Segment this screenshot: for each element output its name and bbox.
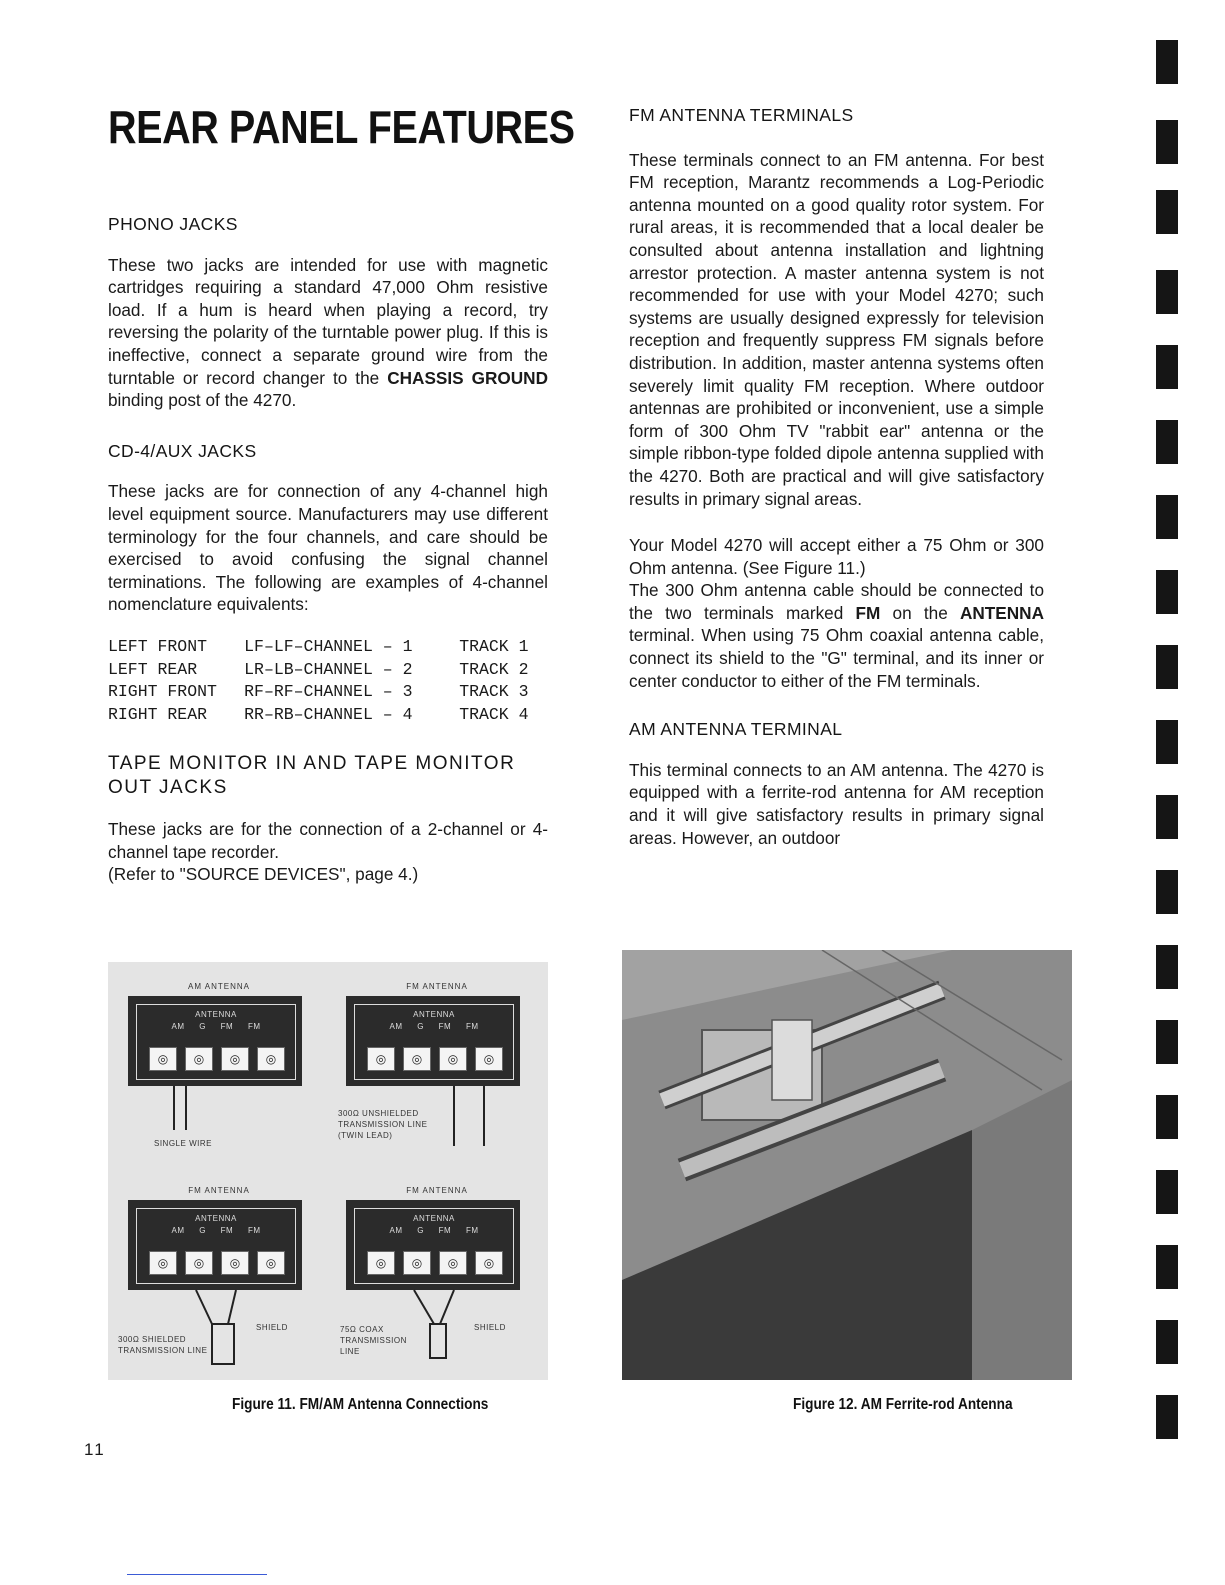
terminal-screw-icon: ◎ xyxy=(185,1251,213,1275)
terminal-screw-icon: ◎ xyxy=(475,1251,503,1275)
terminal-screw-icon: ◎ xyxy=(257,1251,285,1275)
cd4-aux-heading: CD-4/AUX JACKS xyxy=(108,440,257,461)
chassis-ground-keyword: CHASSIS GROUND xyxy=(387,367,548,388)
connection-text-mid: on the xyxy=(880,602,960,623)
index-tab xyxy=(1156,795,1178,839)
page-number: 11 xyxy=(84,1440,106,1459)
panel-fm-coax xyxy=(334,1174,540,1364)
index-tab xyxy=(1156,1095,1178,1139)
figure-11-antenna-connections xyxy=(108,962,548,1380)
phono-jacks-body xyxy=(108,254,548,412)
index-tab xyxy=(1156,420,1178,464)
index-tab xyxy=(1156,570,1178,614)
terminal-screw-icon: ◎ xyxy=(185,1047,213,1071)
terminal-screw-icon: ◎ xyxy=(221,1047,249,1071)
fm-keyword: FM xyxy=(855,602,881,623)
plate-terminal-labels: AM G FM FM xyxy=(171,1022,261,1031)
nomenclature-table xyxy=(108,636,548,726)
cable-label: 300Ω UNSHIELDED TRANSMISSION LINE (TWIN LEAD) xyxy=(338,1109,428,1140)
channel-alt: LF–LF–CHANNEL – 1 xyxy=(244,636,413,656)
am-antenna-heading: AM ANTENNA TERMINAL xyxy=(629,719,843,740)
cable-label: SINGLE WIRE xyxy=(154,1139,212,1148)
plate-terminal-labels: AM G FM FM xyxy=(389,1226,479,1235)
shield-label: SHIELD xyxy=(256,1323,288,1332)
index-tab xyxy=(1156,120,1178,164)
terminal-screw-icon: ◎ xyxy=(439,1251,467,1275)
cable-label: 75Ω COAX TRANSMISSION LINE xyxy=(340,1325,407,1356)
panel-label: FM ANTENNA xyxy=(406,1186,468,1195)
panel-fm-shielded xyxy=(116,1174,322,1364)
channel-track: TRACK 3 xyxy=(459,682,529,702)
page-title: REAR PANEL FEATURES xyxy=(108,101,575,153)
plate-terminal-labels: AM G FM FM xyxy=(389,1022,479,1031)
index-tab xyxy=(1156,1170,1178,1214)
panel-fm-twin-lead xyxy=(334,970,540,1160)
channel-name: LEFT FRONT xyxy=(108,636,208,656)
fm-antenna-heading: FM ANTENNA TERMINALS xyxy=(629,105,854,125)
shield-label: SHIELD xyxy=(474,1323,506,1332)
channel-name: RIGHT REAR xyxy=(108,704,208,724)
fm-antenna-body: These terminals connect to an FM antenna. For best FM reception, Marantz recommends a Log-Periodic antenna mounted on a good quality rotor system. For rural areas, it is recommended that a local dealer be consulted about antenna installation and lightning arrestor protection. A master antenna system is not recommended for use with your Model 4270; such systems are usually designed expressly for television reception and frequently suppress FM signals before distribution. In addition, master antenna systems often severely limit quality FM reception. Where outdoor antennas are prohibited or inconvenient, use a simple form of 300 Ohm TV "rabbit ear" antenna or the simple ribbon-type folded dipole antenna supplied with the 4270. Both are practical and will give satisfactory results in primary signal areas. xyxy=(629,149,1044,509)
channel-track: TRACK 2 xyxy=(459,659,529,679)
index-tab xyxy=(1156,945,1178,989)
index-tab xyxy=(1156,1245,1178,1289)
footer-link-underline[interactable] xyxy=(127,1574,267,1575)
terminal-screw-icon: ◎ xyxy=(403,1251,431,1275)
table-row xyxy=(108,681,548,704)
tape-monitor-body: These jacks are for the connection of a 2-channel or 4-channel tape recorder. xyxy=(108,819,548,862)
plate-antenna-label: ANTENNA xyxy=(195,1010,237,1019)
plate-antenna-label: ANTENNA xyxy=(413,1214,455,1223)
index-tab xyxy=(1156,40,1178,84)
index-tab xyxy=(1156,1020,1178,1064)
ferrite-rod-illustration xyxy=(622,950,1072,1380)
index-tab xyxy=(1156,1395,1178,1439)
terminal-screw-icon: ◎ xyxy=(257,1047,285,1071)
am-antenna-body: This terminal connects to an AM antenna. The 4270 is equipped with a ferrite-rod antenna for AM reception and it will give satisfactory results in primary signal areas. However, an outdoor xyxy=(629,759,1044,848)
phono-body-end: binding post of the 4270. xyxy=(108,390,297,411)
panel-am-single-wire xyxy=(116,970,322,1160)
left-column xyxy=(108,213,548,886)
fm-antenna-impedance: Your Model 4270 will accept either a 75 Ohm or 300 Ohm antenna. (See Figure 11.) xyxy=(629,535,1044,578)
figure-12-caption: Figure 12. AM Ferrite-rod Antenna xyxy=(793,1396,1013,1413)
index-tab xyxy=(1156,345,1178,389)
terminal-screw-icon: ◎ xyxy=(403,1047,431,1071)
channel-track: TRACK 4 xyxy=(459,704,529,724)
cd4-aux-body: These jacks are for connection of any 4-channel high level equipment source. Manufacturers may use different terminology for the four channels, and care should be exercised to avoid confusing the signal channel terminations. The following are examples of 4-channel nomenclature equivalents: xyxy=(108,481,548,615)
terminal-screw-icon: ◎ xyxy=(475,1047,503,1071)
connection-text-end: terminal. When using 75 Ohm coaxial antenna cable, connect its shield to the "G" terminal, and its inner or center conductor to either of the FM terminals. xyxy=(629,625,1044,691)
index-tab xyxy=(1156,870,1178,914)
channel-name: RIGHT FRONT xyxy=(108,682,217,702)
channel-name: LEFT REAR xyxy=(108,659,198,679)
index-tab xyxy=(1156,720,1178,764)
channel-alt: RF–RF–CHANNEL – 3 xyxy=(244,682,413,702)
terminal-screw-icon: ◎ xyxy=(367,1251,395,1275)
wire-drawing xyxy=(116,970,322,1160)
index-tab xyxy=(1156,495,1178,539)
channel-alt: LR–LB–CHANNEL – 2 xyxy=(244,659,413,679)
figure-12-ferrite-rod-antenna xyxy=(622,950,1072,1380)
tape-monitor-ref: (Refer to "SOURCE DEVICES", page 4.) xyxy=(108,864,419,885)
terminal-screw-icon: ◎ xyxy=(367,1047,395,1071)
phono-jacks-heading: PHONO JACKS xyxy=(108,214,238,234)
terminal-screw-icon: ◎ xyxy=(221,1251,249,1275)
right-column xyxy=(629,104,1044,869)
figure-11-caption: Figure 11. FM/AM Antenna Connections xyxy=(232,1396,489,1413)
panel-label: FM ANTENNA xyxy=(188,1186,250,1195)
panel-label: AM ANTENNA xyxy=(187,982,250,991)
terminal-screw-icon: ◎ xyxy=(149,1251,177,1275)
plate-antenna-label: ANTENNA xyxy=(413,1010,455,1019)
index-tab xyxy=(1156,190,1178,234)
channel-alt: RR–RB–CHANNEL – 4 xyxy=(244,704,413,724)
terminal-screw-icon: ◎ xyxy=(149,1047,177,1071)
terminal-screw-icon: ◎ xyxy=(439,1047,467,1071)
table-row xyxy=(108,704,548,727)
channel-track: TRACK 1 xyxy=(459,636,529,656)
antenna-keyword: ANTENNA xyxy=(959,602,1044,623)
plate-antenna-label: ANTENNA xyxy=(195,1214,237,1223)
panel-label: FM ANTENNA xyxy=(406,982,468,991)
index-tab xyxy=(1156,645,1178,689)
cable-label: 300Ω SHIELDED TRANSMISSION LINE xyxy=(118,1335,208,1355)
table-row xyxy=(108,659,548,682)
tape-monitor-heading: TAPE MONITOR IN AND TAPE MONITOR OUT JACKS xyxy=(108,753,516,799)
index-tab xyxy=(1156,270,1178,314)
connection-text: The 300 Ohm antenna cable should be connected to the two terminals marked xyxy=(629,580,1044,623)
table-row xyxy=(108,636,548,659)
index-tab xyxy=(1156,1320,1178,1364)
plate-terminal-labels: AM G FM FM xyxy=(171,1226,261,1235)
fm-antenna-connection xyxy=(629,579,1044,692)
phono-body-text: These two jacks are intended for use with magnetic cartridges requiring a standard 47,000 Ohm resistive load. If a hum is heard when playing a record, try reversing the polarity of the turntable power plug. If this is ineffective, connect a separate ground wire from the turntable or record changer to the xyxy=(108,254,548,388)
index-tabs xyxy=(1150,0,1180,1585)
